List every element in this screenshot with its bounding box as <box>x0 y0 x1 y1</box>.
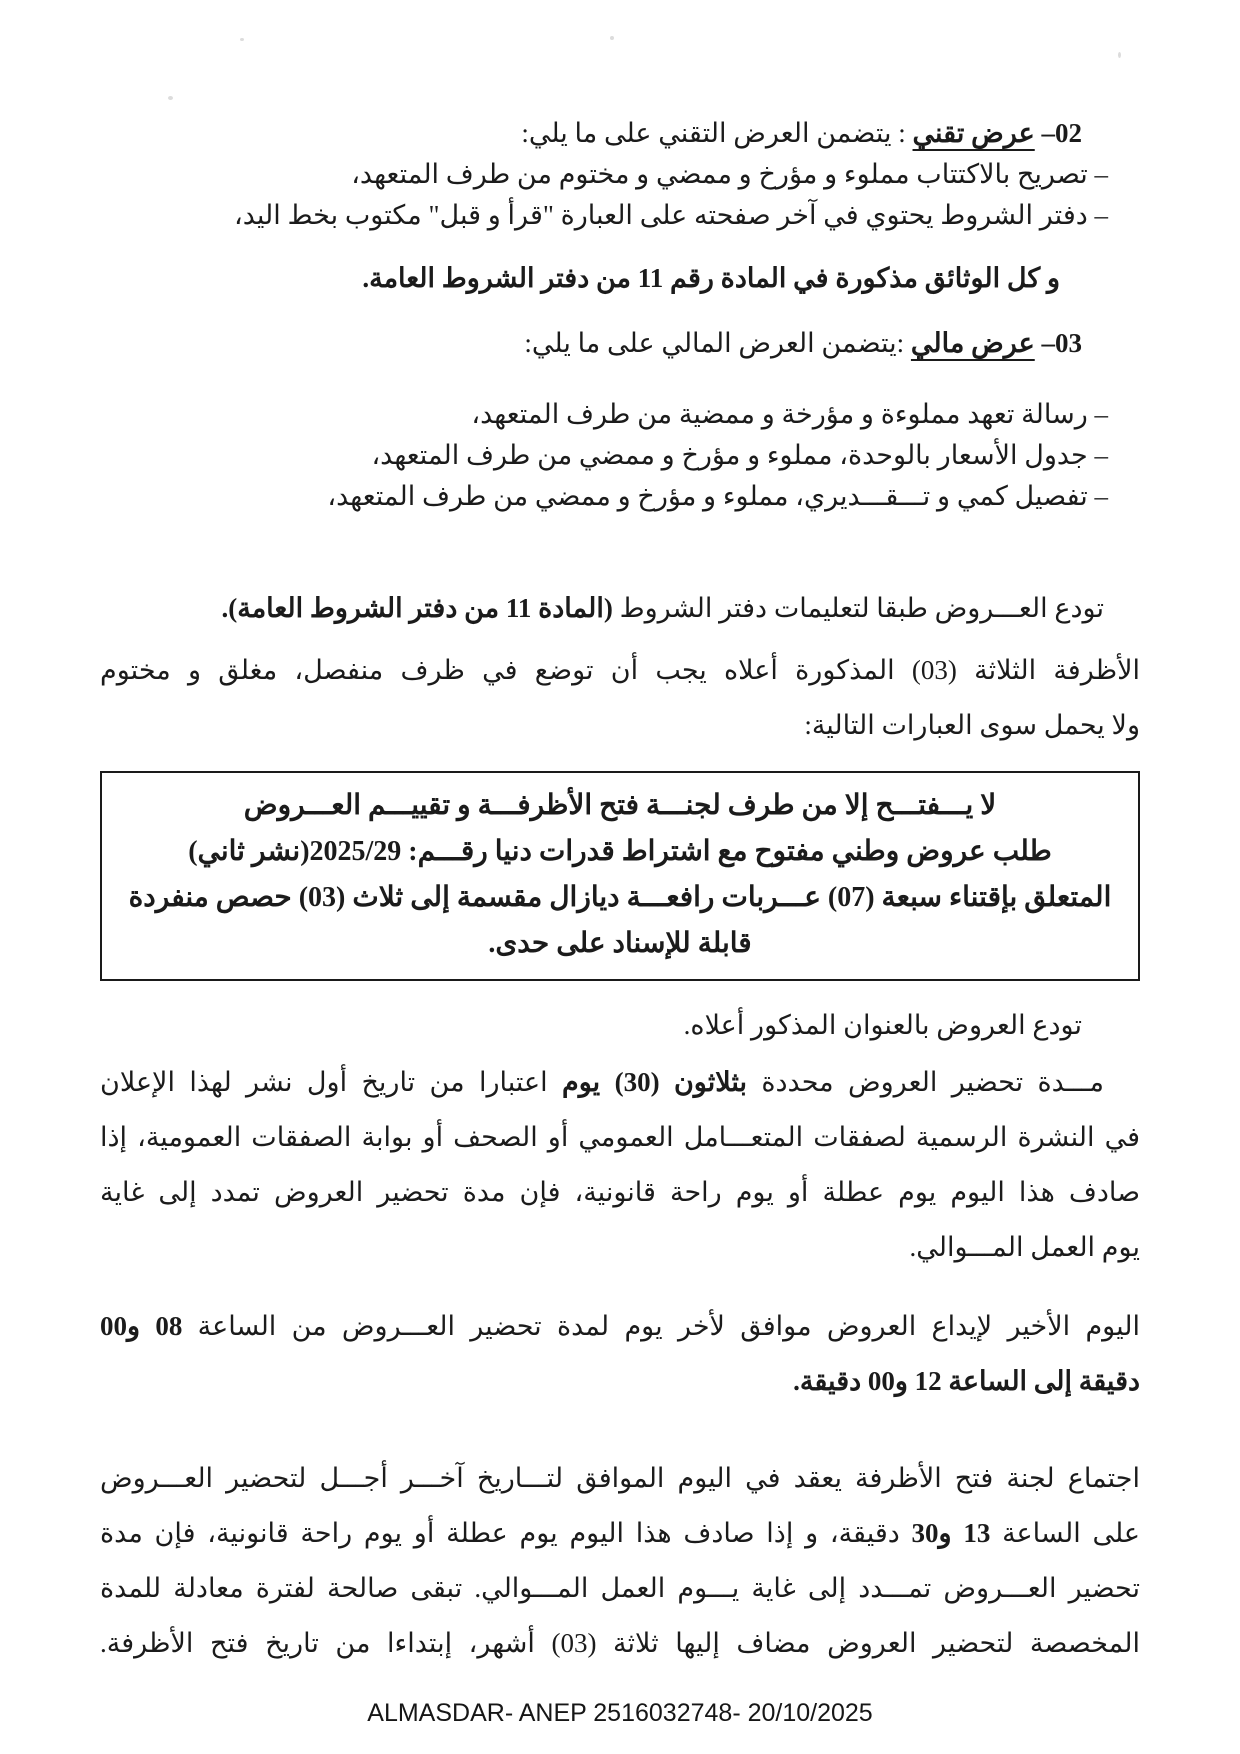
financial-item-1 <box>100 394 1140 435</box>
duration-line-1-pre: مـــدة تحضير العروض محددة <box>747 1067 1105 1097</box>
technical-offer-title: عرض تقني <box>912 118 1035 148</box>
opening-committee-paragraph <box>100 1451 1140 1671</box>
committee-line-1: اجتماع لجنة فتح الأظرفة يعقد في اليوم الموافق لتـــاريخ آخـــر أجـــل لتحضير العـــروض <box>100 1463 1140 1493</box>
committee-line-2-post: دقيقة، و إذا صادف هذا اليوم يوم عطلة أو يوم راحة قانونية، فإن مدة <box>100 1518 912 1548</box>
title-separator: : <box>891 118 913 148</box>
lastday-line-1 <box>100 1299 1140 1354</box>
committee-line-2 <box>100 1506 1140 1561</box>
inscription-line-1: لا يـــفتـــح إلا من طرف لجنـــة فتح الأظرفـــة و تقييـــم العـــروض <box>243 790 997 821</box>
committee-line-2-pre: على الساعة <box>990 1518 1141 1548</box>
anep-reference-footer: ALMASDAR- ANEP 2516032748- 20/10/2025 <box>367 1699 873 1727</box>
technical-item-1-text: تصريح بالاكتتاب مملوء و مؤرخ و ممضي و مختوم من طرف المتعهد، <box>351 159 1088 189</box>
title-separator: : <box>896 328 911 358</box>
technical-item-2 <box>100 195 1140 236</box>
opening-time: 13 و30 <box>911 1518 991 1548</box>
technical-item-2-text: دفتر الشروط يحتوي في آخر صفحته على العبارة "قرأ و قبل" مكتوب بخط اليد، <box>234 200 1088 230</box>
envelope-inscription-box <box>100 771 1140 981</box>
technical-offer-heading <box>100 112 1140 154</box>
duration-line-1-post: اعتبارا من تاريخ أول نشر لهذا الإعلان <box>100 1067 563 1097</box>
duration-line-2: في النشرة الرسمية لصفقات المتعـــامل العمومي أو الصحف أو بوابة الصفقات العمومية، إذا <box>100 1122 1140 1152</box>
technical-item-1 <box>100 154 1140 195</box>
bullet-dash: – <box>1094 440 1108 470</box>
envelopes-paragraph <box>100 643 1140 753</box>
bullet-dash: – <box>1094 481 1108 511</box>
financial-item-1-text: رسالة تعهد مملوءة و مؤرخة و ممضية من طرف المتعهد، <box>471 399 1088 429</box>
duration-line-3: صادف هذا اليوم يوم عطلة أو يوم راحة قانونية، فإن مدة تحضير العروض تمدد إلى غاية <box>100 1177 1140 1207</box>
lastday-line-1-pre: اليوم الأخير لإيداع العروض موافق لأخر يوم لمدة تحضير العـــروض من الساعة <box>182 1311 1140 1341</box>
technical-offer-intro: يتضمن العرض التقني على ما يلي: <box>521 118 892 148</box>
deposit-start-time: 08 و00 <box>100 1311 183 1341</box>
section-number: 03– <box>1034 328 1082 358</box>
deposit-instruction <box>100 587 1140 629</box>
financial-offer-intro: يتضمن العرض المالي على ما يلي: <box>524 328 897 358</box>
bullet-dash: – <box>1094 159 1108 189</box>
committee-line-4: المخصصة لتحضير العروض مضاف إليها ثلاثة (03) أشهر، إبتداءا من تاريخ فتح الأظرفة. <box>100 1628 1140 1658</box>
inscription-line-4: قابلة للإسناد على حدى. <box>488 928 752 959</box>
duration-line-4: يوم العمل المـــوالي. <box>909 1232 1140 1262</box>
financial-item-2 <box>100 435 1140 476</box>
financial-offer-heading <box>100 322 1140 364</box>
submission-address-line: تودع العروض بالعنوان المذكور أعلاه. <box>683 1010 1082 1040</box>
envelopes-line-1: الأظرفة الثلاثة (03) المذكورة أعلاه يجب أن توضع في ظرف منفصل، مغلق و مختوم <box>100 655 1140 685</box>
last-deposit-day-paragraph <box>100 1299 1140 1409</box>
bullet-dash: – <box>1094 200 1108 230</box>
deposit-end-time: دقيقة إلى الساعة 12 و00 دقيقة. <box>793 1366 1140 1396</box>
financial-item-2-text: جدول الأسعار بالوحدة، مملوء و مؤرخ و ممضي من طرف المتعهد، <box>371 440 1088 470</box>
envelopes-line-2: ولا يحمل سوى العبارات التالية: <box>804 710 1140 740</box>
inscription-line-3: المتعلق بإقتناء سبعة (07) عـــربات رافعـــة ديازال مقسمة إلى ثلاث (03) حصص منفردة <box>128 882 1112 913</box>
duration-thirty-days: بثلاثون (30) يوم <box>562 1067 748 1097</box>
section-number: 02– <box>1034 118 1082 148</box>
inscription-line-2: طلب عروض وطني مفتوح مع اشتراط قدرات دنيا رقـــم: 2025/29(نشر ثاني) <box>188 836 1052 867</box>
deposit-instruction-text: تودع العـــروض طبقا لتعليمات دفتر الشروط <box>612 593 1104 623</box>
committee-line-3: تحضير العـــروض تمـــدد إلى غاية يـــوم العمل المـــوالي. تبقى صالحة لفترة معادلة للمدة <box>100 1573 1140 1603</box>
bullet-dash: – <box>1094 399 1108 429</box>
financial-item-3-text: تفصيل كمي و تـــقـــديري، مملوء و مؤرخ و ممضي من طرف المتعهد، <box>327 481 1088 511</box>
financial-offer-title: عرض مالي <box>910 328 1035 358</box>
financial-item-3 <box>100 476 1140 517</box>
technical-documents-note: و كل الوثائق مذكورة في المادة رقم 11 من دفتر الشروط العامة. <box>362 263 1060 293</box>
duration-line-1 <box>100 1055 1140 1110</box>
preparation-duration-paragraph <box>100 1055 1140 1275</box>
deposit-instruction-article: (المادة 11 من دفتر الشروط العامة). <box>221 593 613 623</box>
